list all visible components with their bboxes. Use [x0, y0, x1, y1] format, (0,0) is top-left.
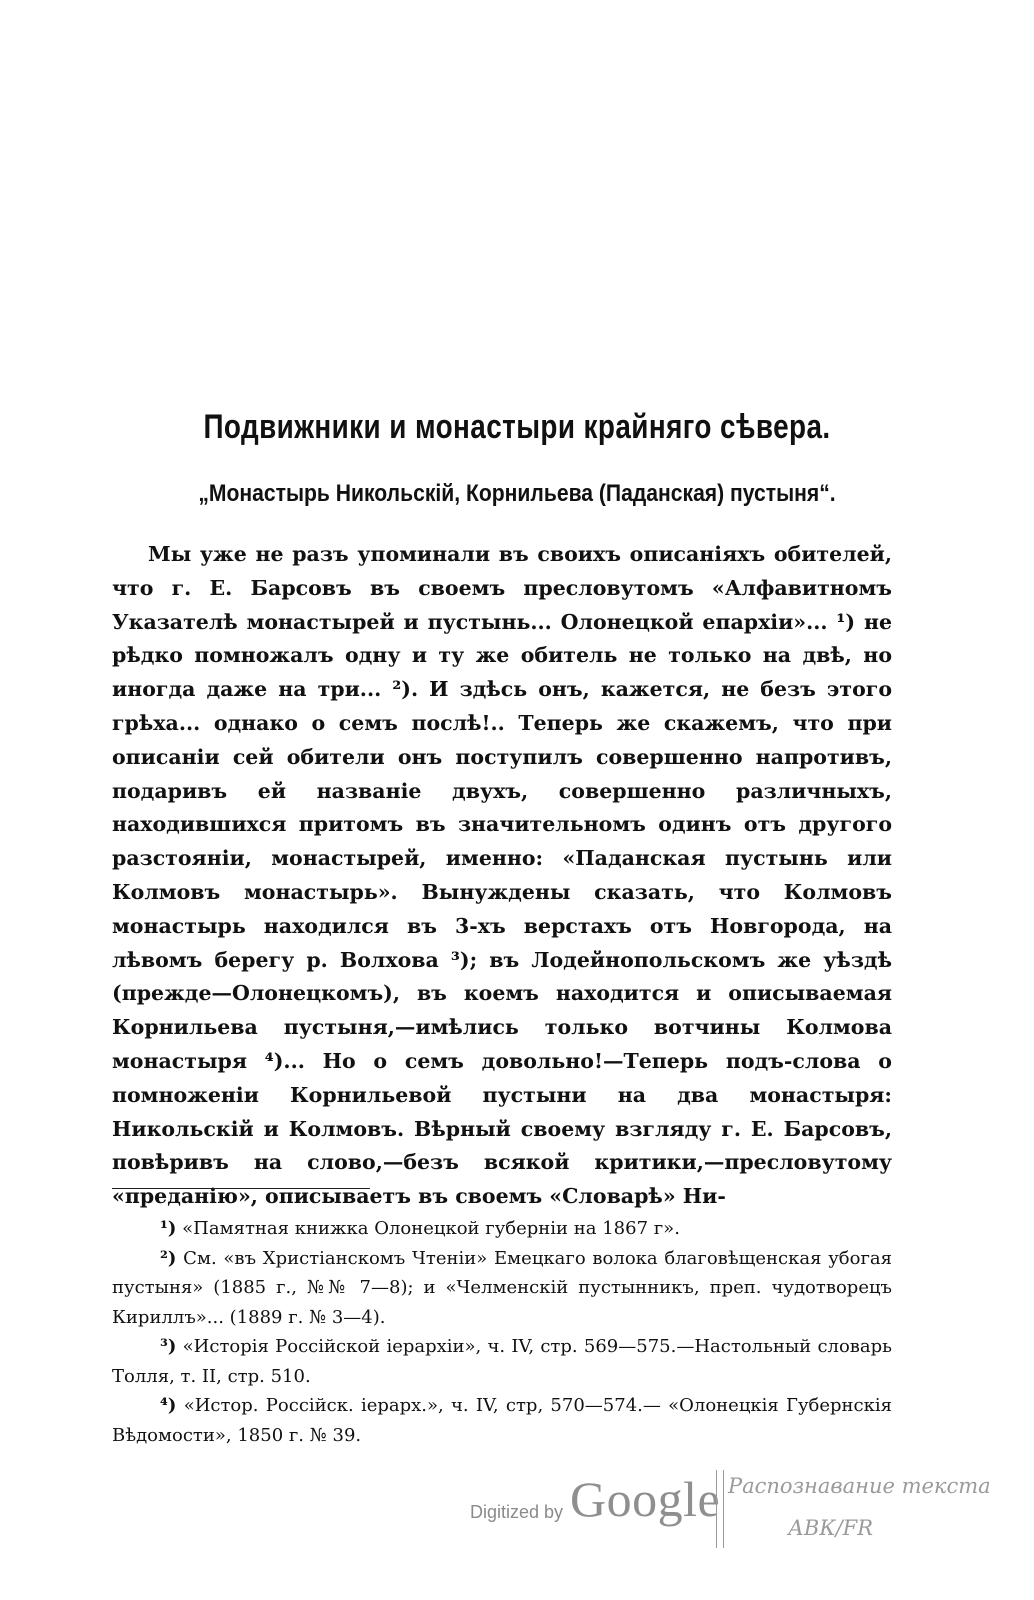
article-subtitle: „Монастырь Никольскій, Корнильева (Паданская) пустыня“.: [198, 480, 836, 507]
digitized-by-label: Digitized by: [470, 1502, 564, 1522]
recognition-label: Распознавание текста: [728, 1474, 991, 1498]
article-title: Подвижники и монастыри крайняго сѣвера.: [203, 408, 831, 446]
digitization-watermark: [470, 1470, 990, 1580]
footnotes: [112, 1214, 892, 1450]
watermark-divider: [716, 1470, 724, 1548]
footnote-mark: ³): [160, 1336, 177, 1357]
footnote-mark: ⁴): [160, 1395, 177, 1416]
footnote-text: «Исторія Россійской іерархіи», ч. IV, стр. 569—575.—Настольный словарь Толля, т. II, стр. 510.: [112, 1336, 892, 1387]
footnote-2: [112, 1244, 892, 1333]
footnote-mark: ²): [160, 1247, 177, 1269]
footnote-text: «Памятная книжка Олонецкой губерніи на 1867 г».: [182, 1218, 680, 1239]
footnote-text: «Истор. Россійск. іерарх.», ч. IV, стр, 570—574.— «Олонецкія Губернскія Вѣдомости», 1850 г. № 39.: [112, 1395, 892, 1446]
footnote-separator: [112, 1188, 370, 1189]
recognition-credit: АВК/FR: [788, 1516, 874, 1540]
footnote-text: См. «въ Христіанскомъ Чтеніи» Емецкаго волока благовѣщенская убогая пустыня» (1885 г., №№ 7—8); и «Челменскій пустынникъ, преп. чудотворецъ Кириллъ»... (1889 г. № 3—4).: [112, 1247, 892, 1328]
footnote-mark: ¹): [160, 1218, 177, 1239]
footnote-1: [112, 1214, 892, 1244]
footnote-3: [112, 1332, 892, 1391]
google-logo: Google: [570, 1471, 721, 1527]
footnote-4: [112, 1391, 892, 1450]
body-paragraph: Мы уже не разъ упоминали въ своихъ описаніяхъ обителей, что г. Е. Барсовъ въ своемъ пресловутомъ «Алфавитномъ Указателѣ монастырей и пустынь... Олонецкой епархіи»... ¹) не рѣдко помножалъ одну и ту же обитель не только на двѣ, но иногда даже на три... ²). И здѣсь онъ, кажется, не безъ этого грѣха... однако о семъ послѣ!.. Теперь же скажемъ, что при описаніи сей обители онъ поступилъ совершенно напротивъ, подаривъ ей названіе двухъ, совершенно различныхъ, находившихся притомъ въ значительномъ одинъ отъ другого разстояніи, монастырей, именно: «Паданская пустынь или Колмовъ монастырь». Вынуждены сказать, что Колмовъ монастырь находился въ 3-хъ верстахъ отъ Новгорода, на лѣвомъ берегу р. Волхова ³); въ Лодейнопольскомъ же уѣздѣ (прежде—Олонецкомъ), въ коемъ находится и описываемая Корнильева пустыня,—имѣлись только вотчины Колмова монастыря ⁴)... Но о семъ довольно!—Теперь подъ-слова о помноженіи Корнильевой пустыни на два монастыря: Никольскій и Колмовъ. Вѣрный своему взгляду г. Е. Барсовъ, повѣривъ на слово,—безъ всякой критики,—пресловутому «преданію», описываетъ въ своемъ «Словарѣ» Ни-: [112, 542, 892, 1209]
